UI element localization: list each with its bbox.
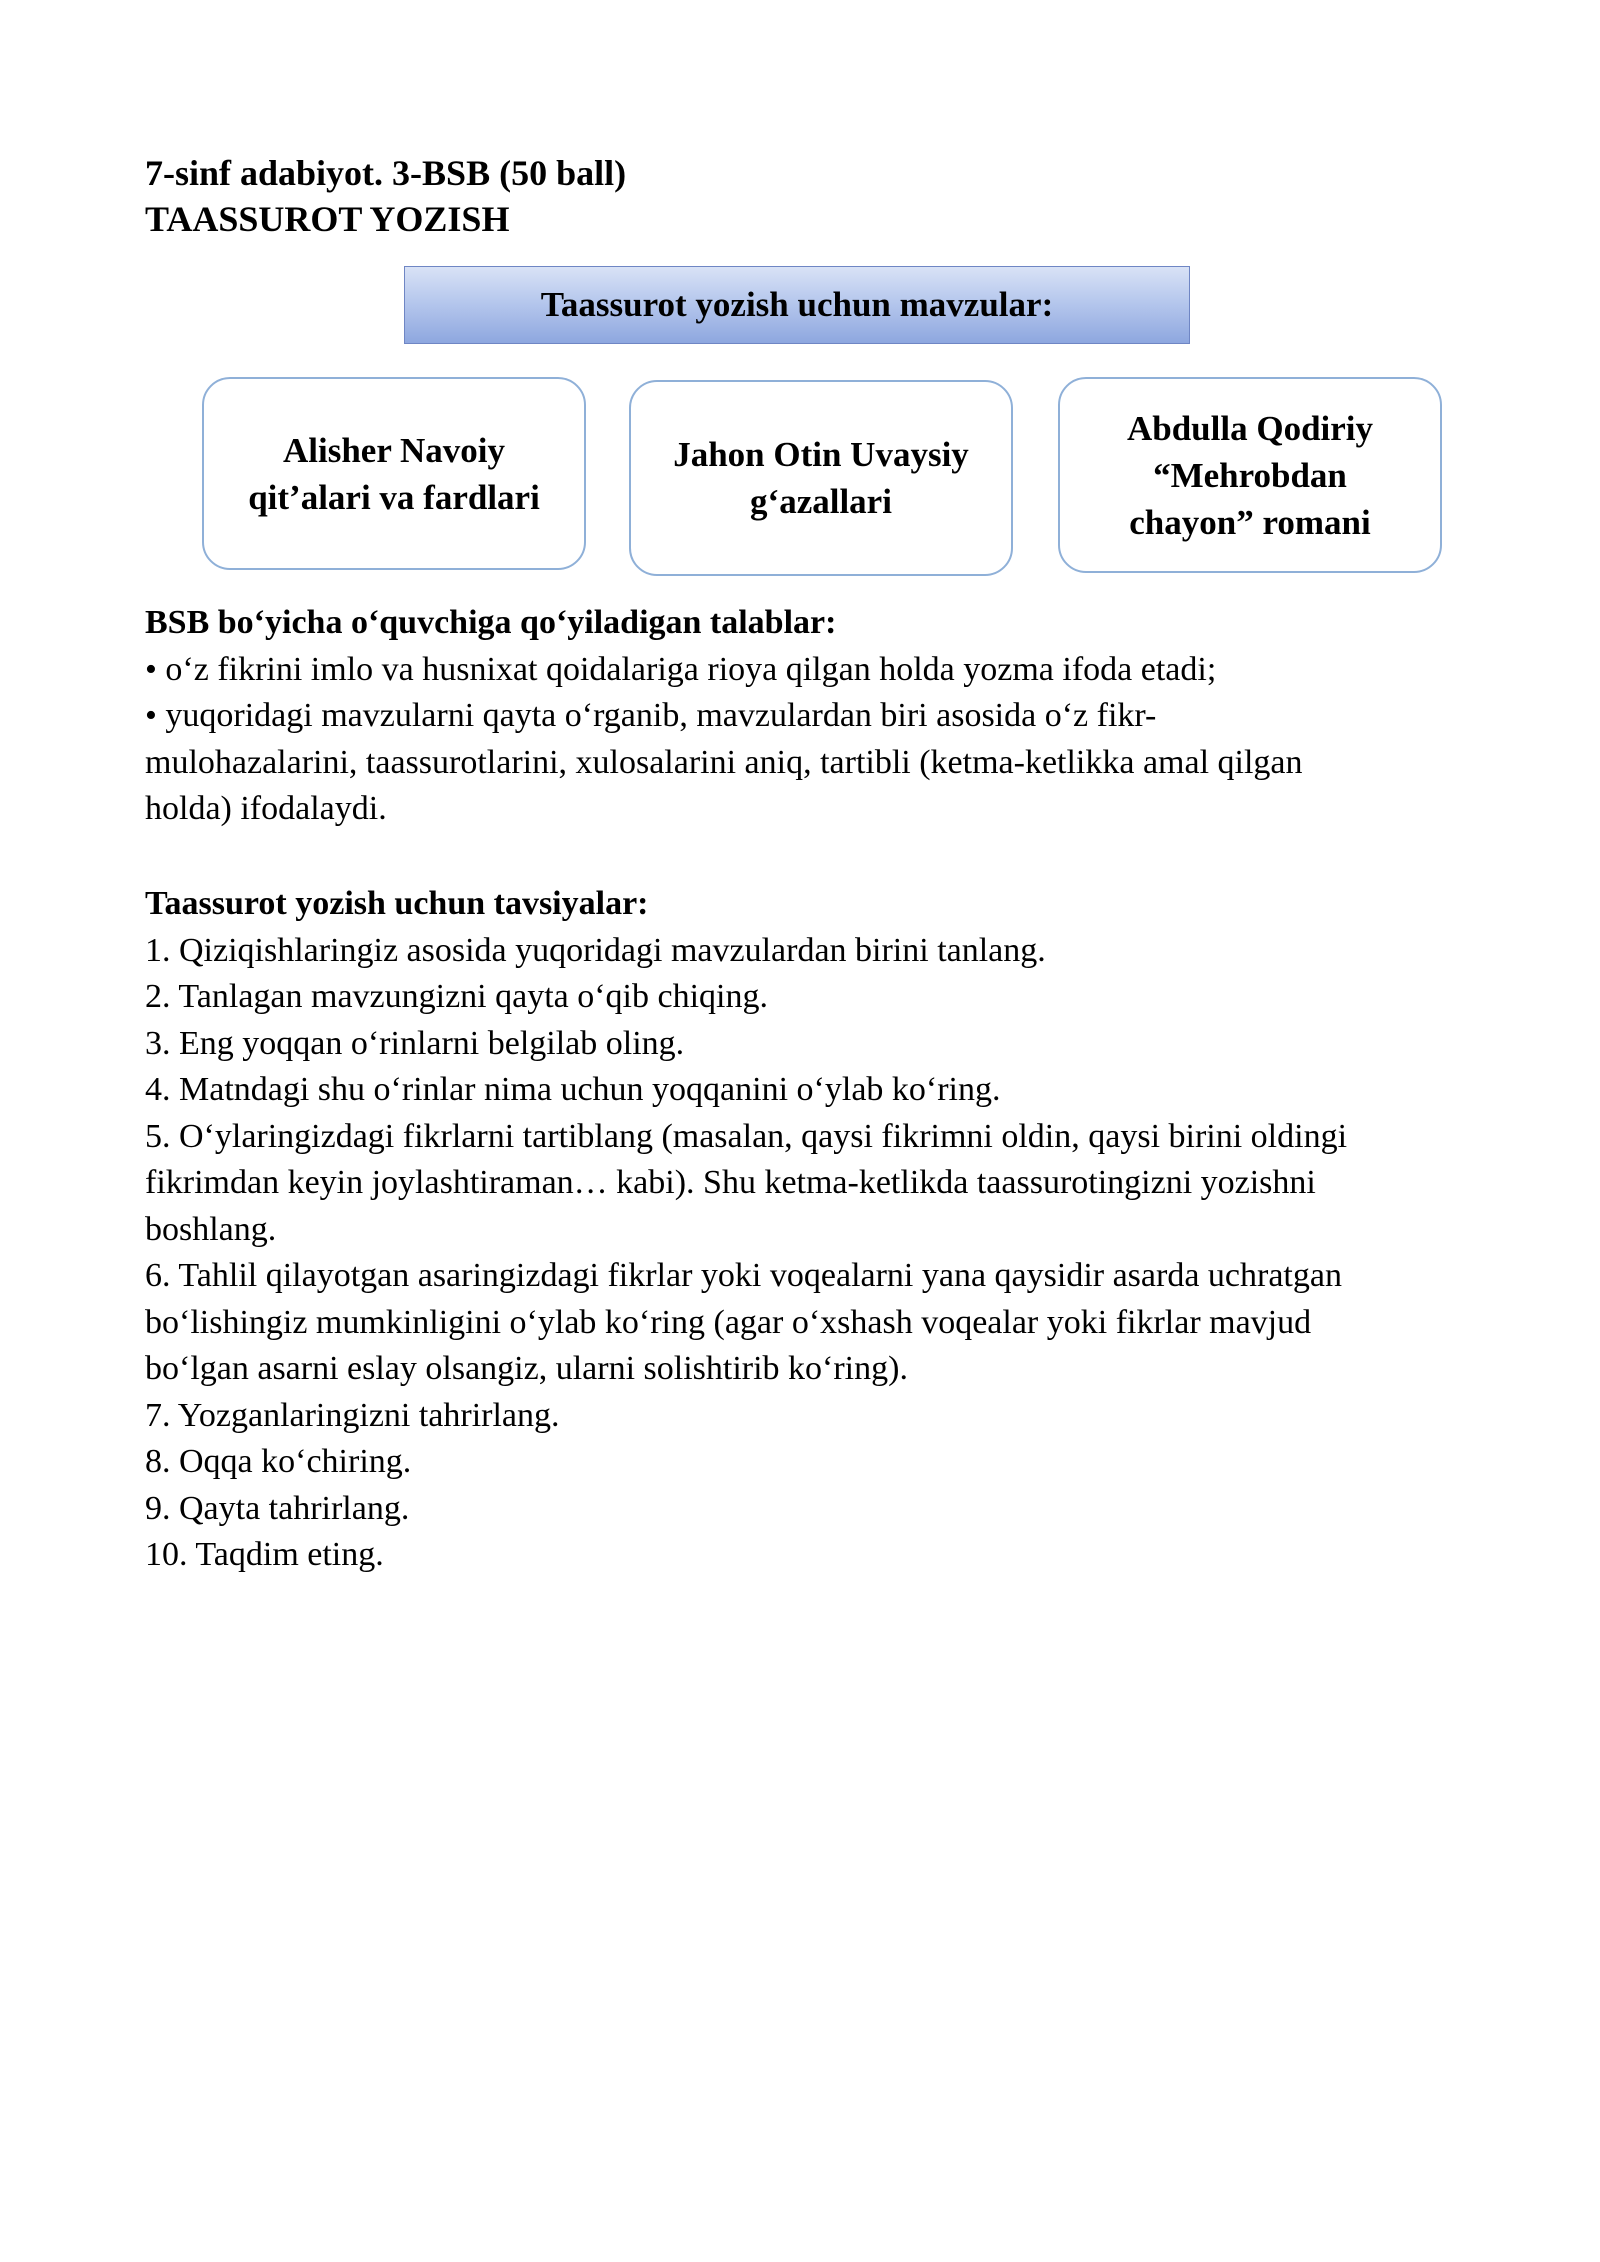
- requirements-line: holda) ifodalaydi.: [145, 790, 387, 827]
- topic-box-navoiy: [202, 377, 586, 570]
- recommendations-line: boshlang.: [145, 1210, 277, 1248]
- requirements-heading: BSB bo‘yicha o‘quvchiga qo‘yiladigan talablar:: [145, 604, 837, 641]
- recommendations-line: 7. Yozganlaringizni tahrirlang.: [145, 1396, 560, 1434]
- recommendations-line: 4. Matndagi shu o‘rinlar nima uchun yoqqanini o‘ylab ko‘ring.: [145, 1071, 1001, 1108]
- recommendations-heading: Taassurot yozish uchun tavsiyalar:: [145, 885, 649, 922]
- topic-line: “Mehrobdan: [1153, 455, 1347, 495]
- recommendations-line: fikrimdan keyin joylashtiraman… kabi). Shu ketma-ketlikda taassurotingizni yozishni: [145, 1164, 1316, 1201]
- topics-banner: [404, 266, 1190, 344]
- recommendations-line: 10. Taqdim eting.: [145, 1536, 384, 1573]
- requirements-section: [145, 600, 1495, 833]
- topic-line: g‘azallari: [750, 482, 892, 521]
- topic-box-uvaysiy: [629, 380, 1013, 576]
- document-subtitle: TAASSUROT YOZISH: [145, 199, 510, 239]
- recommendations-line: 5. O‘ylaringizdagi fikrlarni tartiblang (masalan, qaysi fikrimni oldin, qaysi birini oldingi: [145, 1117, 1348, 1155]
- requirements-line: mulohazalarini, taassurotlarini, xulosalarini aniq, tartibli (ketma-ketlikka amal qilgan: [145, 743, 1303, 781]
- topic-line: Alisher Navoiy: [283, 430, 505, 470]
- topic-line: Abdulla Qodiriy: [1126, 408, 1374, 448]
- topics-banner-label: Taassurot yozish uchun mavzular:: [540, 285, 1054, 324]
- recommendations-line: 2. Tanlagan mavzungizni qayta o‘qib chiqing.: [145, 978, 768, 1015]
- document-title: 7-sinf adabiyot. 3-BSB (50 ball): [145, 153, 627, 193]
- recommendations-line: 9. Qayta tahrirlang.: [145, 1489, 410, 1527]
- topic-line: Jahon Otin Uvaysiy: [673, 435, 969, 474]
- recommendations-line: 1. Qiziqishlaringiz asosida yuqoridagi mavzulardan birini tanlang.: [145, 931, 1046, 969]
- recommendations-line: 3. Eng yoqqan o‘rinlarni belgilab oling.: [145, 1024, 685, 1062]
- topic-box-qodiriy: [1058, 377, 1442, 573]
- recommendations-line: 8. Oqqa ko‘chiring.: [145, 1443, 412, 1480]
- recommendations-line: 6. Tahlil qilayotgan asaringizdagi fikrlar yoki voqealarni yana qaysidir asarda uchratgan: [145, 1257, 1342, 1294]
- requirements-line: • o‘z fikrini imlo va husnixat qoidalariga rioya qilgan holda yozma ifoda etadi;: [145, 650, 1217, 688]
- requirements-line: • yuqoridagi mavzularni qayta o‘rganib, mavzulardan biri asosida o‘z fikr-: [145, 697, 1157, 734]
- recommendations-line: bo‘lishingiz mumkinligini o‘ylab ko‘ring (agar o‘xshash voqealar yoki fikrlar mavjud: [145, 1303, 1312, 1341]
- topic-line: qit’alari va fardlari: [248, 477, 540, 517]
- recommendations-line: bo‘lgan asarni eslay olsangiz, ularni solishtirib ko‘ring).: [145, 1350, 908, 1387]
- topic-line: chayon” romani: [1129, 502, 1371, 542]
- recommendations-section: [145, 881, 1495, 1579]
